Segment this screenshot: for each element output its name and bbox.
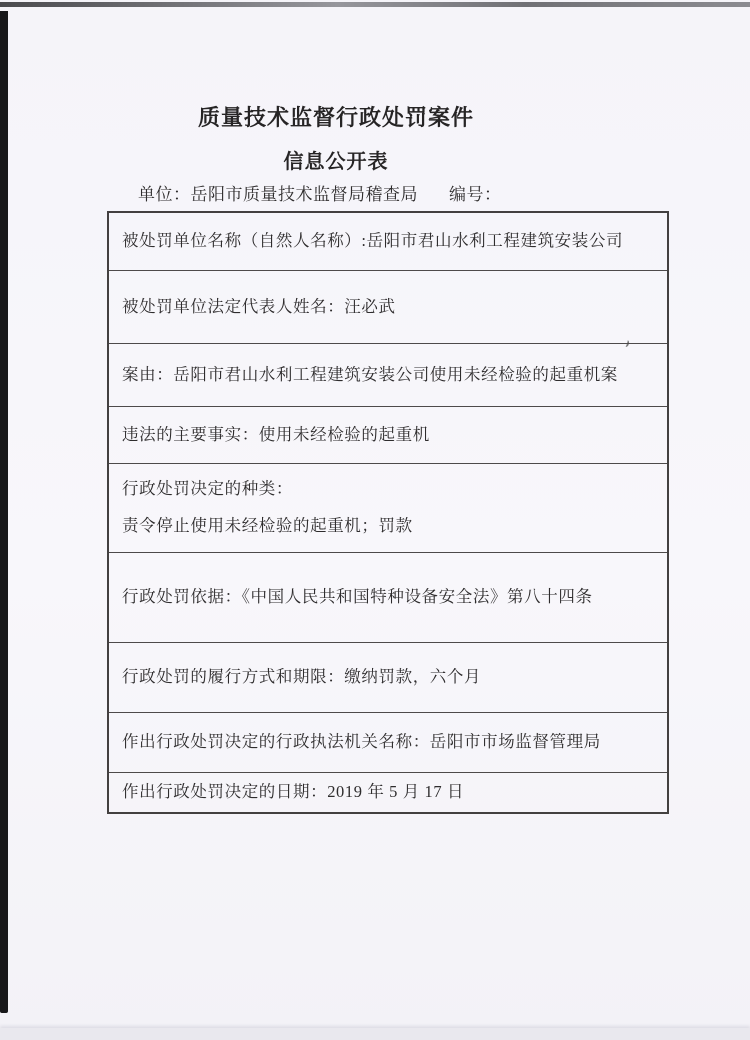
table-row-decision-date [109,773,667,812]
scan-bottom-band [0,1028,750,1040]
document-title-line2: 信息公开表 [283,151,389,173]
table-row-enforcement-agency [109,713,667,773]
table-row-main-illegal-facts [109,407,667,464]
row-text: 违法的主要事实：使用未经检验的起重机 [122,424,430,444]
table-row-case-title [109,344,667,407]
row-text: 被处罚单位法定代表人姓名：汪必武 [122,296,396,316]
document-title-line1: 质量技术监督行政处罚案件 [197,105,474,130]
row-text: 行政处罚决定的种类： [122,479,293,499]
row-text: 行政处罚依据：《中国人民共和国特种设备安全法》第八十四条 [122,587,593,607]
table-row-penalty-types [109,464,667,553]
table-row-penalty-basis [109,553,667,643]
document-number-label: 编号： [449,185,502,204]
row-text: 被处罚单位名称（自然人名称）:岳阳市君山水利工程建筑安装公司 [122,231,624,251]
row-text: 案由：岳阳市君山水利工程建筑安装公司使用未经检验的起重机案 [122,364,618,384]
row-text: 作出行政处罚决定的日期：2019 年 5 月 17 日 [122,782,465,802]
table-row-legal-representative [109,271,667,344]
table-row-fulfillment-and-deadline [109,643,667,713]
scan-top-edge [0,2,750,7]
row-text: 责令停止使用未经检验的起重机；罚款 [122,516,413,535]
issuing-unit-label: 单位：岳阳市质量技术监督局稽查局 [138,185,418,204]
row-text: 行政处罚的履行方式和期限：缴纳罚款，六个月 [122,667,482,687]
row-text: 作出行政处罚决定的行政执法机关名称：岳阳市市场监督管理局 [122,732,601,752]
penalty-info-table [107,211,669,814]
table-row-penalized-unit-name [109,213,667,271]
meta-line [0,180,750,204]
